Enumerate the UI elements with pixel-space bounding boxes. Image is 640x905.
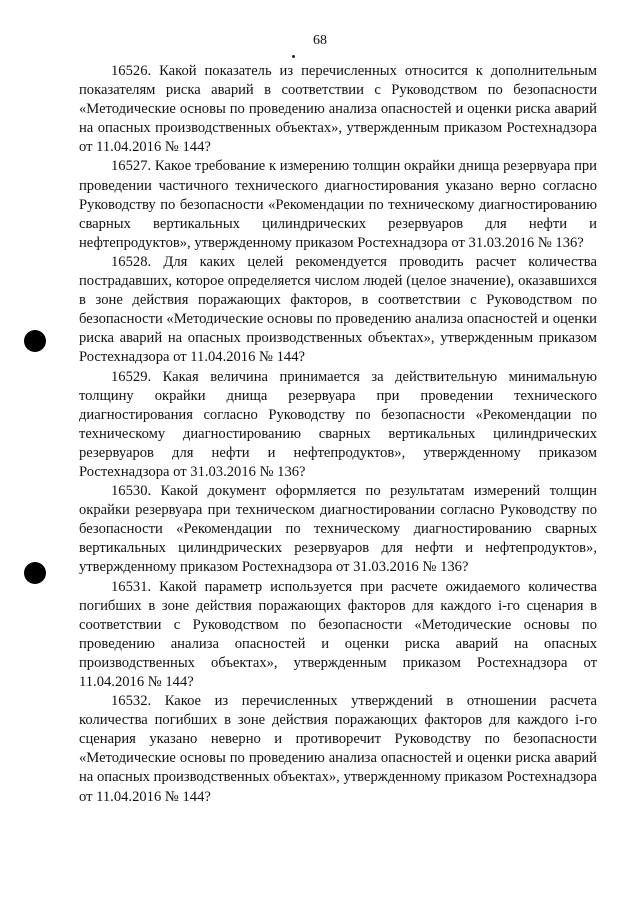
question-16528: 16528. Для каких целей рекомендуется проводить расчет количества пострадавших, которое определяется числом людей (целое значение), оказавшихся в зоне действия поражающих факторов, в соответствии с Руководством по безопасности «Методические основы по проведению анализа опасностей и оценки риска аварий на опасных производственных объектах», утвержденным приказом Ростехнадзора от 11.04.2016 № 144? [79,253,597,366]
scan-speck [292,55,295,58]
question-16530: 16530. Какой документ оформляется по результатам измерений толщин окрайки резервуара при техническом диагностировании согласно Руководству по безопасности «Рекомендации по техническому диагностированию сварных вертикальных цилиндрических резервуаров для нефти и нефтепродуктов», утвержденному приказом Ростехнадзора от 31.03.2016 № 136? [79,483,597,576]
question-list [79,62,597,807]
question-16527: 16527. Какое требование к измерению толщин окрайки днища резервуара при проведении частичного технического диагностирования указано верно согласно Руководству по безопасности «Рекомендации по техническому диагностированию сварных вертикальных цилиндрических резервуаров для нефти и нефтепродуктов», утвержденному приказом Ростехнадзора от 31.03.2016 № 136? [79,158,597,251]
question-16532: 16532. Какое из перечисленных утверждений в отношении расчета количества погибших в зоне действия поражающих факторов для каждого i-го сценария указано неверно и противоречит Руководству по безопасности «Методические основы по проведению анализа опасностей и оценки риска аварий на опасных производственных объектах», утвержденному приказом Ростехнадзора от 11.04.2016 № 144? [79,693,597,805]
punch-hole-bottom [24,562,46,584]
question-16531: 16531. Какой параметр используется при расчете ожидаемого количества погибших в зоне действия поражающих факторов для каждого i-го сценария в соответствии с Руководством по безопасности «Методические основы по проведению анализа опасностей и оценки риска аварий на опасных производственных объектах», утвержденным приказом Ростехнадзора от 11.04.2016 № 144? [79,578,597,690]
page-number: 68 [313,33,327,48]
question-16529: 16529. Какая величина принимается за действительную минимальную толщину окрайки днища резервуара при проведении технического диагностирования согласно Руководству по безопасности «Рекомендации по техническому диагностированию сварных вертикальных цилиндрических резервуаров для нефти и нефтепродуктов», утвержденному приказом Ростехнадзора от 31.03.2016 № 136? [79,368,597,480]
question-16526: 16526. Какой показатель из перечисленных относится к дополнительным показателям риска аварий в соответствии с Руководством по безопасности «Методические основы по проведению анализа опасностей и оценки риска аварий на опасных производственных объектах», утвержденным приказом Ростехнадзора от 11.04.2016 № 144? [79,63,597,156]
punch-hole-top [24,330,46,352]
